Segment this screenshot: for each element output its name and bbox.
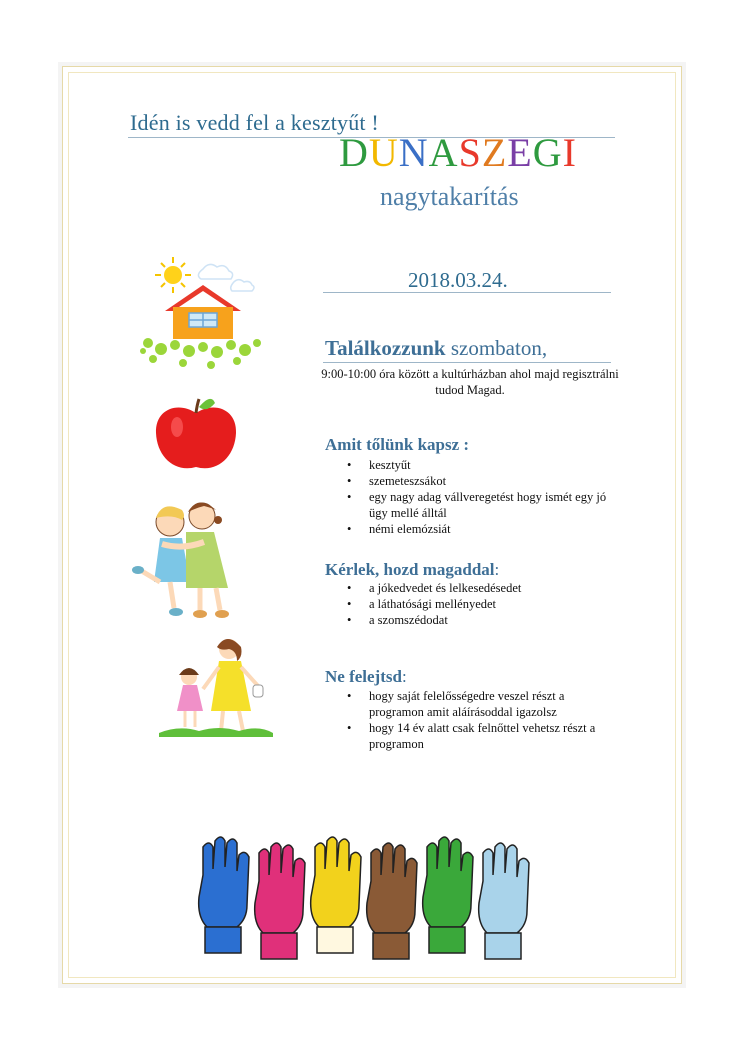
list-item: • kesztyűt (369, 457, 619, 473)
section-heading-bring (325, 560, 499, 580)
list-item: • egy nagy adag vállveregetést hogy ismét egy jó ügy mellé álltál (369, 489, 619, 521)
bring-list (325, 580, 619, 628)
meet-heading (325, 336, 547, 361)
gloves-icon (195, 835, 551, 965)
list-item: • némi elemózsiát (369, 521, 619, 537)
list-item: • hogy saját felelősségedre veszel részt a programon amit aláírásoddal igazolsz (369, 688, 619, 720)
hugging-girls-icon (130, 490, 242, 625)
apple-icon (153, 395, 239, 475)
glove-shape (367, 843, 417, 959)
list-item: • hogy 14 év alatt csak felnőttel vehetsz részt a programon (369, 720, 619, 752)
glove-shape (199, 837, 249, 953)
remember-heading-colon: : (401, 667, 407, 686)
meet-heading-bold: Találkozzunk (325, 336, 446, 360)
gifts-list (325, 457, 619, 537)
house-sun-icon (133, 255, 268, 375)
meet-heading-rest: szombaton, (450, 336, 548, 360)
meet-details: 9:00-10:00 óra között a kultúrházban ahol majd regisztrálni tudod Magad. (321, 367, 619, 397)
date-underline (323, 292, 611, 293)
glove-shape (311, 837, 361, 953)
bring-heading-text: Kérlek, hozd magaddal (325, 560, 495, 579)
title-letter: G (532, 130, 563, 175)
section-heading-remember (325, 667, 407, 687)
intro-text: Idén is vedd fel a kesztyűt ! (130, 110, 379, 135)
list-item: • szemeteszsákot (369, 473, 619, 489)
title-letter: Z (481, 130, 508, 175)
glove-shape (255, 843, 305, 959)
title-letter: N (398, 130, 429, 175)
bring-heading-colon: : (494, 560, 500, 579)
mother-child-icon (157, 633, 275, 741)
title-letter: A (428, 130, 459, 175)
glove-shape (479, 843, 529, 959)
title-letter: U (368, 130, 399, 175)
title-letter: S (458, 130, 482, 175)
event-date: 2018.03.24. (408, 268, 508, 292)
title-letter: E (507, 130, 533, 175)
meet-underline (323, 362, 611, 363)
list-item: • a szomszédodat (369, 612, 619, 628)
title-letter: I (562, 130, 577, 175)
list-item: • a láthatósági mellényedet (369, 596, 619, 612)
subtitle: nagytakarítás (380, 182, 519, 211)
remember-heading-text: Ne felejtsd (325, 667, 402, 686)
list-item: • a jókedvedet és lelkesedésedet (369, 580, 619, 596)
section-heading-gifts: Amit tőlünk kapsz : (325, 435, 470, 454)
title-letter: D (339, 130, 369, 175)
title-dunaszegi (339, 130, 577, 175)
remember-list (325, 688, 619, 752)
glove-shape (423, 837, 473, 953)
